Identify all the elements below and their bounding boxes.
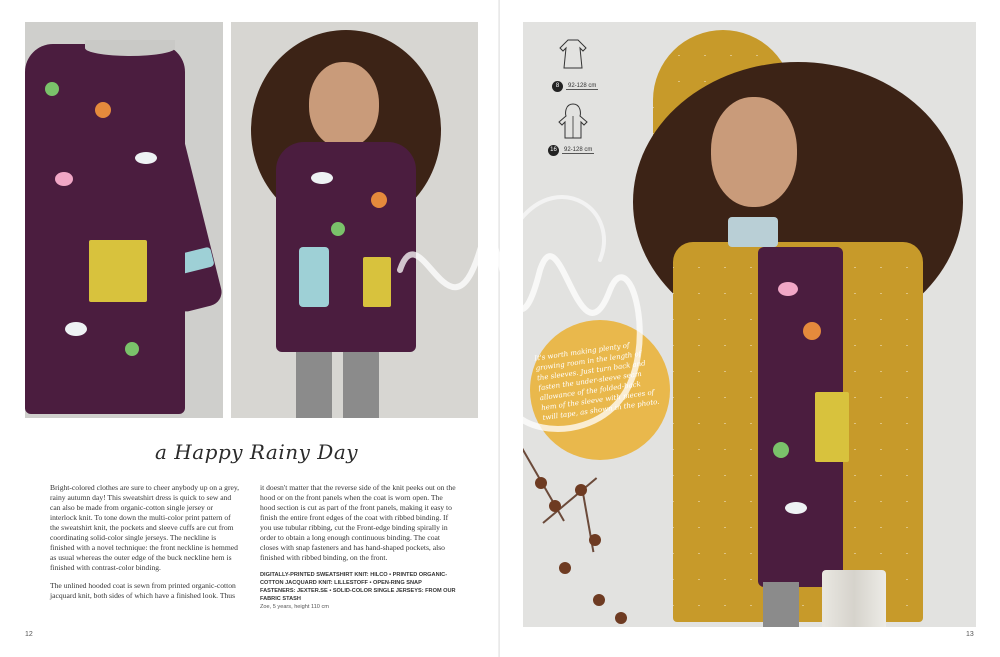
model-note: Zoe, 5 years, height 110 cm	[260, 604, 329, 610]
body-paragraph: The unlined hooded coat is sewn from printed organic-cotton jacquard knit, both sides of which have a finished look. Thus	[50, 581, 236, 600]
body-column-1	[50, 483, 240, 609]
fabric-credits: DIGITALLY-PRINTED SWEATSHIRT KNIT: HILCO • PRINTED ORGANIC-COTTON JACQUARD KNIT: LILLESTOFF • OPEN-RING SNAP FASTENERS: JEXTER.SE • SOLID-COLOR SINGLE JERSEYS: FROM OUR FABRIC STASH	[260, 572, 456, 602]
girl-in-dress-photo	[231, 22, 478, 418]
size-range: 92-128 cm	[564, 147, 593, 153]
dress-flatlay-photo	[25, 22, 223, 418]
page-number-right: 13	[966, 631, 974, 638]
body-column-2	[260, 483, 456, 611]
coat-pattern-icon	[556, 102, 590, 140]
size-tag-dress	[552, 81, 598, 92]
size-tag-coat	[548, 145, 594, 156]
body-paragraph: Bright-colored clothes are sure to cheer anybody up on a grey, rainy autumn day! This sweatshirt dress is quick to sew and can also be made from organic-cotton single jersey or interlock knit. To tone down the multi-color print pattern of the sweatshirt knit, the pockets and sleeve cuffs are cut from coordinating solid-color single jerseys. The neckline is finished with a novel technique: the front neckline is hemmed as usual whereas the outer edge of the buck neckline hem is finished with contrast-color binding.	[50, 483, 240, 572]
size-range: 92-128 cm	[568, 83, 597, 89]
article-title: a Happy Rainy Day	[155, 440, 359, 464]
size-number: 8	[552, 81, 563, 92]
body-paragraph: it doesn't matter that the reverse side of the knit peeks out on the hood or on the front panels when the coat is worn open. The hood section is cut as part of the front panels, making it easy to finish the entire front edges of the coat with ribbed binding. If you use tubular ribbing, cut the Front-edge binding spirally in order to obtain a long enough continuous binding. The coat closes with snap fasteners and has hand-shaped pockets, also finished with ribbed binding, on the front.	[260, 483, 456, 562]
dress-pattern-icon	[558, 38, 588, 70]
birch-stump	[822, 570, 886, 627]
tip-text: It's worth making plenty of growing room in the length of the sleeves. Just turn back and fasten the under-sleeve seam allowance of the folded-back hem of the sleeve with pieces of twill tape, as shown in the photo.	[533, 341, 660, 423]
page-number-left: 12	[25, 631, 33, 638]
size-number: 16	[548, 145, 559, 156]
